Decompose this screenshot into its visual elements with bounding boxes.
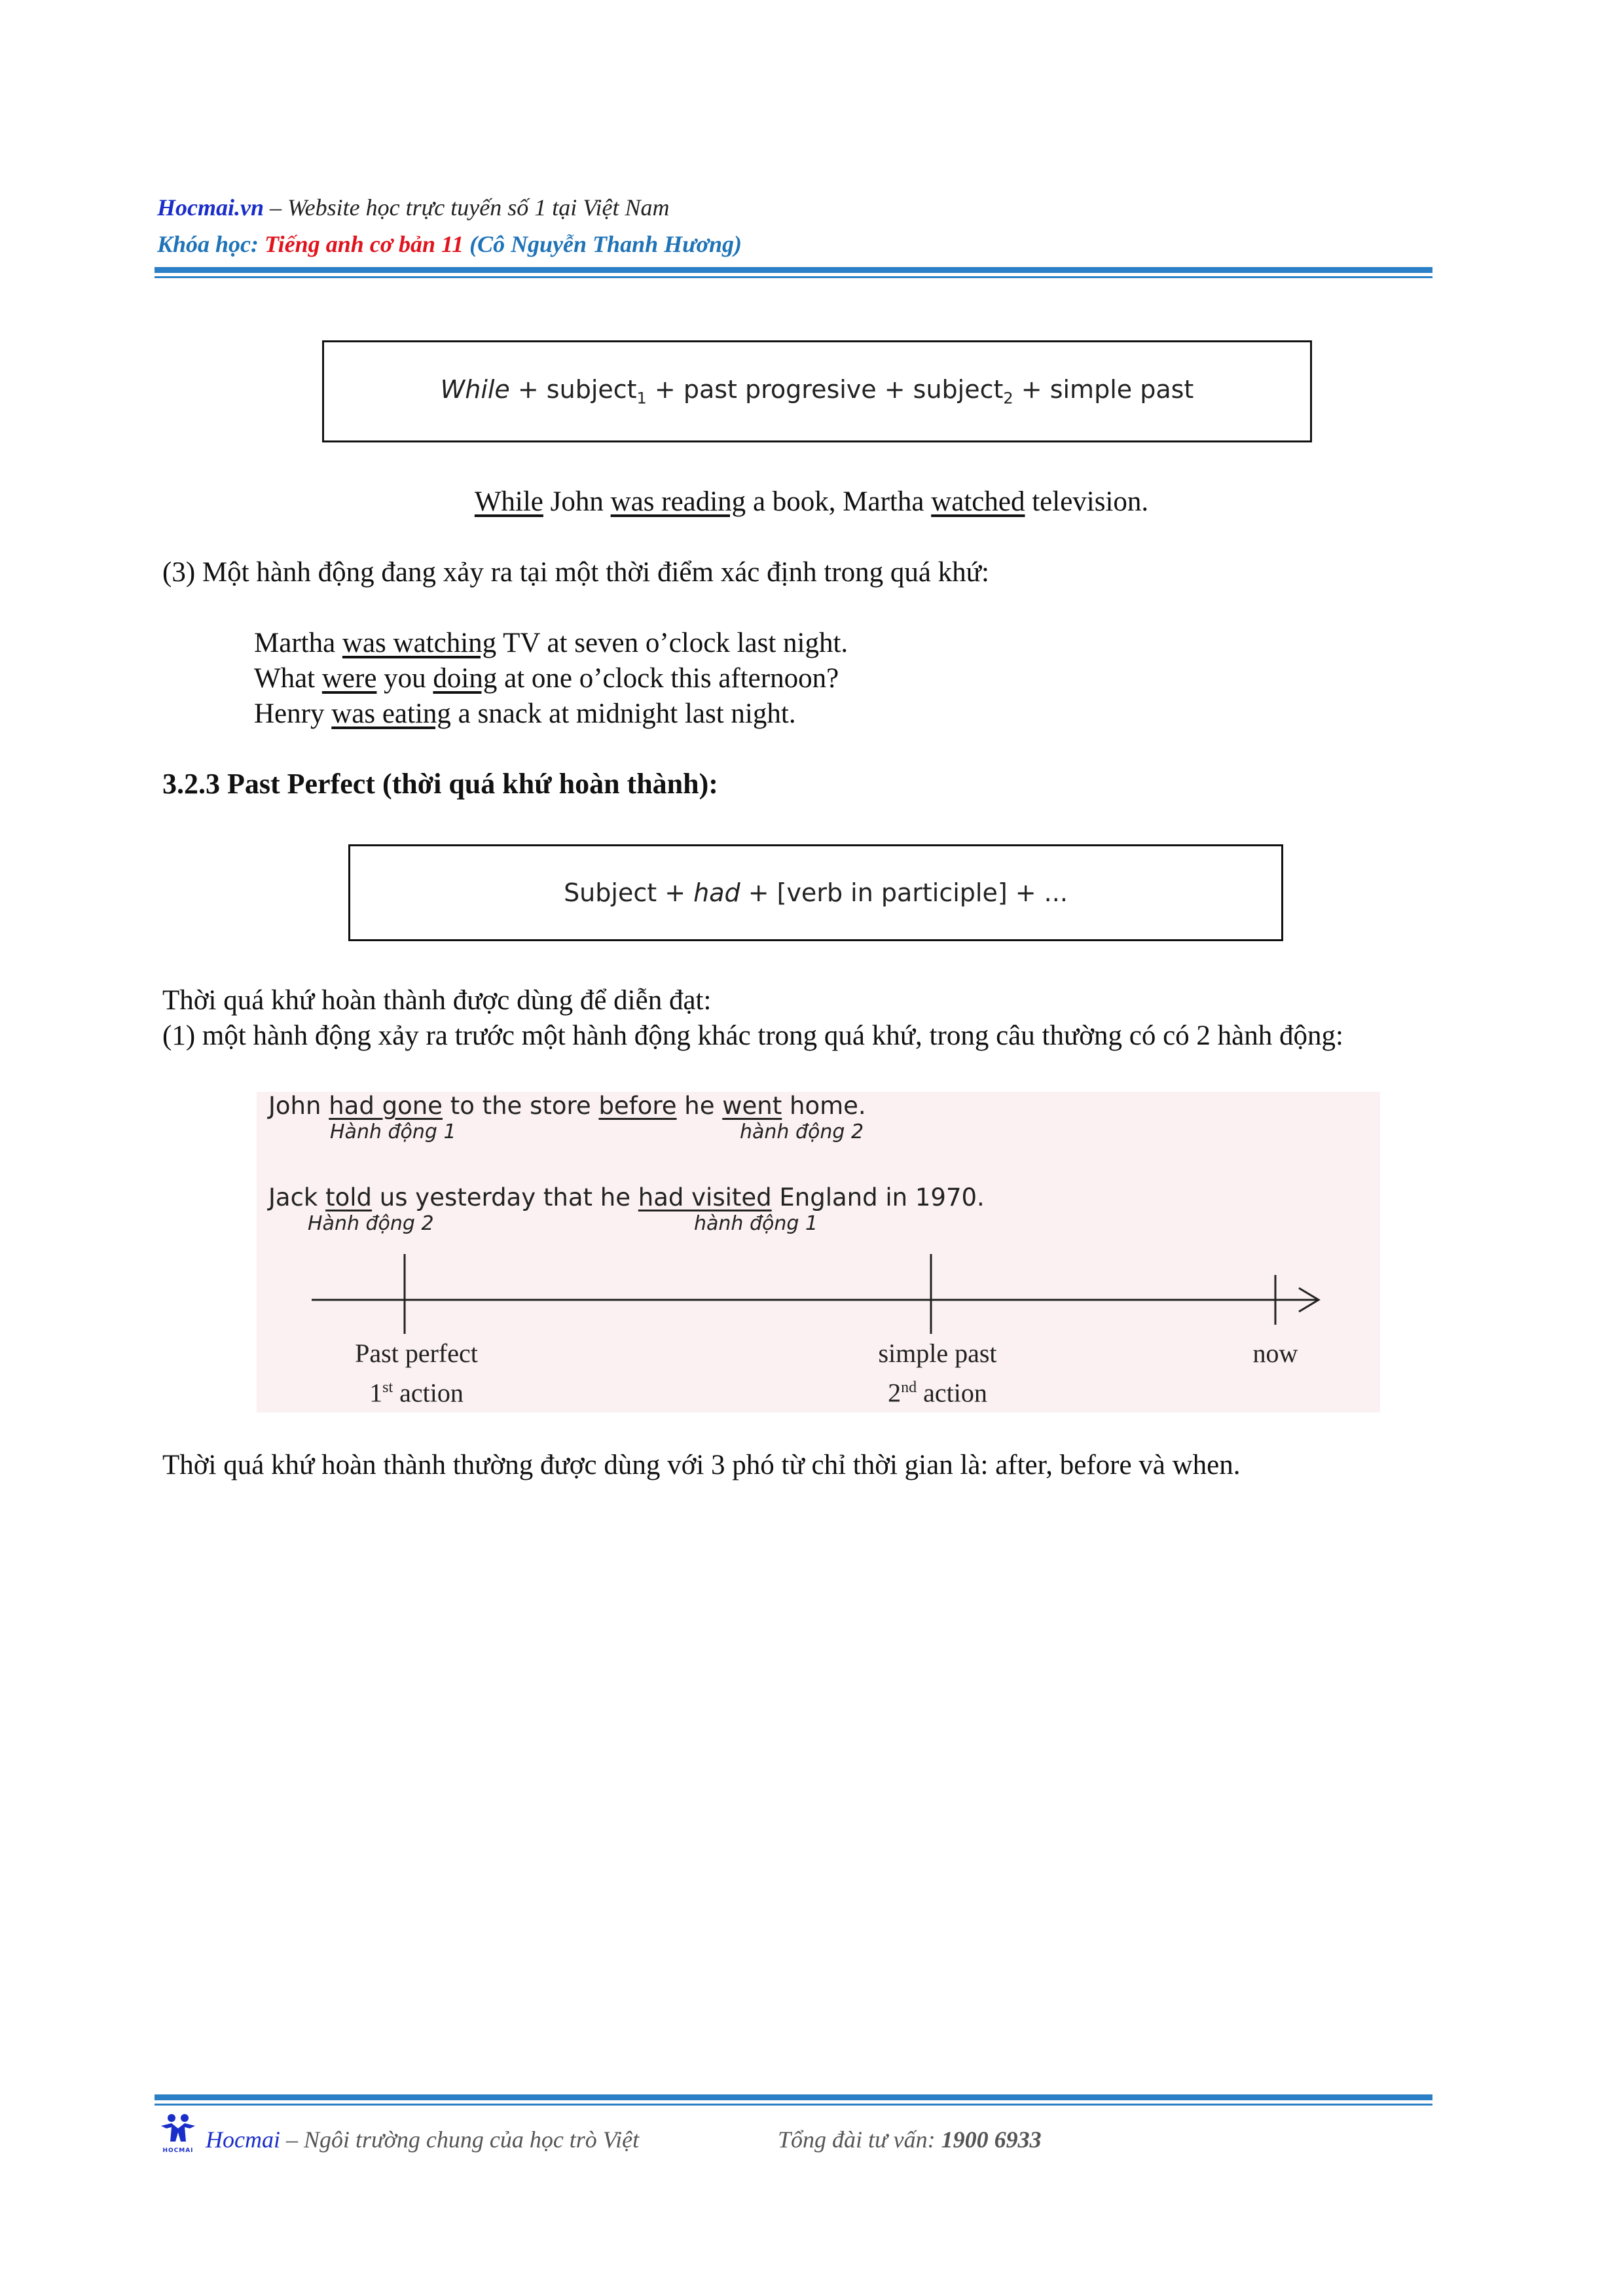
formula-past-perfect: Subject + had + [verb in participle] + ...	[348, 844, 1283, 941]
formula-while: While	[440, 375, 510, 404]
item-3-text: (3) Một hành động đang xảy ra tại một thời điểm xác định trong quá khứ:	[162, 557, 989, 588]
header-course-line	[157, 230, 742, 258]
usage-item-1: (1) một hành động xảy ra trước một hành động khác trong quá khứ, trong câu thường có có 2 hành động:	[162, 1020, 1343, 1051]
hocmai-logo	[157, 2113, 199, 2154]
diagram-note-1b: hành động 2	[740, 1121, 864, 1143]
footer-brand: Hocmai	[206, 2126, 280, 2153]
diagram-note-1a: Hành động 1	[330, 1121, 456, 1143]
diagram-sentence-1: John had gone to the store before he went home.	[268, 1092, 866, 1120]
timeline-label-now: now	[1252, 1338, 1298, 1368]
logo-caption: HOCMAI	[162, 2147, 194, 2154]
diagram-sentence-2: Jack told us yesterday that he had visited England in 1970.	[268, 1183, 985, 1211]
hotline-number: 1900 6933	[941, 2126, 1042, 2153]
section-heading: 3.2.3 Past Perfect (thời quá khứ hoàn thành):	[162, 768, 718, 800]
example-line-1: Martha was watching TV at seven o’clock last night.	[254, 628, 848, 658]
formula-past-progressive: While + subject$_1$ + past progresive + subject$_2$ + simple past	[322, 340, 1312, 442]
footer-hotline: Tổng đài tư vấn: 1900 6933	[778, 2126, 1042, 2153]
course-name: Tiếng anh cơ bản 11	[264, 231, 464, 257]
diagram-note-2a: Hành động 2	[308, 1212, 434, 1235]
example-while-sentence: While John was reading a book, Martha watched television.	[474, 486, 1149, 517]
formula-had: had	[693, 878, 740, 907]
course-prefix: Khóa học:	[157, 231, 265, 257]
diagram-note-2b: hành động 1	[694, 1212, 818, 1235]
closing-text: Thời quá khứ hoàn thành thường được dùng với 3 phó từ chỉ thời gian là: after, before và when.	[162, 1450, 1241, 1480]
footer-slogan: Hocmai – Ngôi trường chung của học trò Việt	[206, 2126, 640, 2153]
usage-intro: Thời quá khứ hoàn thành được dùng để diễn đạt:	[162, 985, 712, 1016]
examples-item-3	[254, 626, 848, 732]
timeline-label-simple-past: simple past 2nd action	[878, 1338, 997, 1408]
header-rule	[155, 267, 1432, 278]
example-line-2: What were you doing at one o’clock this afternoon?	[254, 663, 839, 694]
footer-rule	[155, 2094, 1432, 2106]
hocmai-logo-icon	[157, 2113, 199, 2144]
timeline-label-past-perfect: Past perfect 1st action	[355, 1338, 478, 1408]
site-tagline: – Website học trực tuyến số 1 tại Việt Nam	[263, 194, 670, 221]
site-name: Hocmai.vn	[157, 194, 264, 221]
example-line-3: Henry was eating a snack at midnight last night.	[254, 698, 796, 729]
course-teacher: (Cô Nguyễn Thanh Hương)	[464, 231, 742, 257]
past-perfect-diagram	[257, 1092, 1380, 1412]
header-tagline-line	[157, 194, 670, 221]
